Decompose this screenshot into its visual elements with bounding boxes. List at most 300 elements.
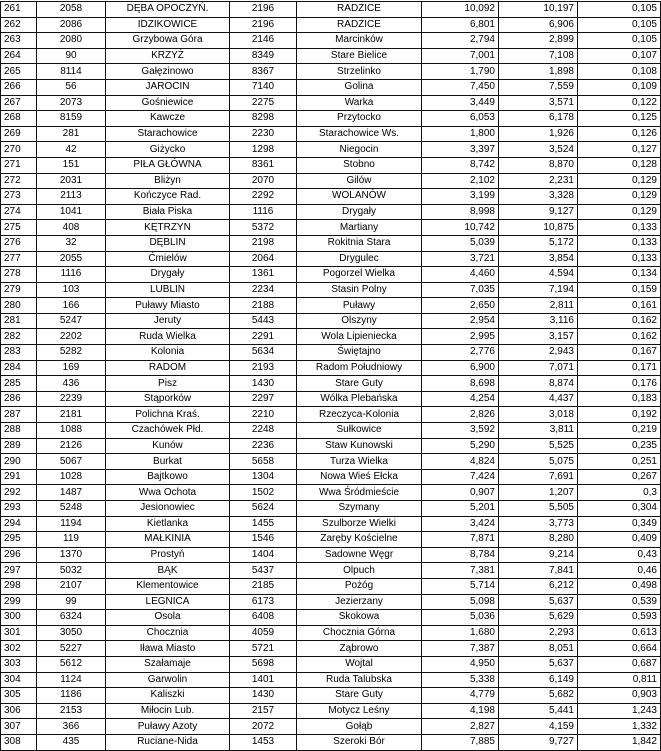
to-code-cell: 2236 (230, 438, 297, 454)
to-station-cell: Wwa Śródmieście (297, 485, 422, 501)
from-station-cell: Giżycko (106, 142, 230, 158)
from-km-cell: 1,680 (422, 625, 499, 641)
to-km-cell: 10,875 (499, 220, 578, 236)
from-code-cell: 2202 (37, 329, 106, 345)
row-number-cell: 302 (1, 641, 37, 657)
table-row (1, 516, 661, 532)
table-row (1, 594, 661, 610)
from-km-cell: 5,036 (422, 610, 499, 626)
length-cell: 0,349 (578, 516, 661, 532)
to-code-cell: 8298 (230, 111, 297, 127)
length-cell: 0,105 (578, 33, 661, 49)
to-km-cell: 9,127 (499, 204, 578, 220)
row-number-cell: 301 (1, 625, 37, 641)
row-number-cell: 263 (1, 33, 37, 49)
length-cell: 0,43 (578, 547, 661, 563)
from-code-cell: 2153 (37, 703, 106, 719)
to-code-cell: 5624 (230, 501, 297, 517)
table-row (1, 157, 661, 173)
to-station-cell: Puławy (297, 298, 422, 314)
from-station-cell: Wwa Ochota (106, 485, 230, 501)
table-row (1, 220, 661, 236)
from-km-cell: 7,871 (422, 532, 499, 548)
from-km-cell: 3,449 (422, 95, 499, 111)
row-number-cell: 264 (1, 48, 37, 64)
row-number-cell: 273 (1, 189, 37, 205)
to-km-cell: 3,854 (499, 251, 578, 267)
from-km-cell: 2,794 (422, 33, 499, 49)
table-row (1, 610, 661, 626)
from-km-cell: 8,742 (422, 157, 499, 173)
length-cell: 0,811 (578, 672, 661, 688)
from-station-cell: Drygały (106, 267, 230, 283)
to-km-cell: 3,157 (499, 329, 578, 345)
from-station-cell: Kietlanka (106, 516, 230, 532)
to-station-cell: Wojtal (297, 656, 422, 672)
from-code-cell: 366 (37, 719, 106, 735)
row-number-cell: 280 (1, 298, 37, 314)
length-cell: 0,687 (578, 656, 661, 672)
to-station-cell: RADZICE (297, 17, 422, 33)
length-cell: 1,842 (578, 734, 661, 750)
to-code-cell: 6173 (230, 594, 297, 610)
to-station-cell: Olpuch (297, 563, 422, 579)
to-station-cell: Rokitnia Stara (297, 235, 422, 251)
to-station-cell: Pogorzel Wielka (297, 267, 422, 283)
to-code-cell: 1430 (230, 376, 297, 392)
table-row (1, 656, 661, 672)
to-code-cell: 8361 (230, 157, 297, 173)
to-km-cell: 5,075 (499, 454, 578, 470)
to-km-cell: 6,178 (499, 111, 578, 127)
to-km-cell: 5,441 (499, 703, 578, 719)
table-row (1, 438, 661, 454)
row-number-cell: 270 (1, 142, 37, 158)
row-number-cell: 297 (1, 563, 37, 579)
to-km-cell: 5,637 (499, 656, 578, 672)
row-number-cell: 284 (1, 360, 37, 376)
length-cell: 0,171 (578, 360, 661, 376)
to-km-cell: 5,637 (499, 594, 578, 610)
from-station-cell: Kawcze (106, 111, 230, 127)
from-station-cell: IDZIKOWICE (106, 17, 230, 33)
from-code-cell: 2031 (37, 173, 106, 189)
table-row (1, 485, 661, 501)
to-code-cell: 2210 (230, 407, 297, 423)
to-station-cell: Stare Bielice (297, 48, 422, 64)
to-km-cell: 8,870 (499, 157, 578, 173)
from-km-cell: 2,102 (422, 173, 499, 189)
from-code-cell: 2113 (37, 189, 106, 205)
to-code-cell: 2291 (230, 329, 297, 345)
row-number-cell: 261 (1, 2, 37, 18)
row-number-cell: 303 (1, 656, 37, 672)
length-cell: 0,903 (578, 688, 661, 704)
to-km-cell: 3,773 (499, 516, 578, 532)
to-code-cell: 1298 (230, 142, 297, 158)
from-km-cell: 5,039 (422, 235, 499, 251)
row-number-cell: 272 (1, 173, 37, 189)
row-number-cell: 262 (1, 17, 37, 33)
length-cell: 0,304 (578, 501, 661, 517)
from-station-cell: Bliżyn (106, 173, 230, 189)
row-number-cell: 298 (1, 578, 37, 594)
from-station-cell: Kończyce Rad. (106, 189, 230, 205)
to-station-cell: Nowa Wieś Ełcka (297, 469, 422, 485)
from-km-cell: 8,998 (422, 204, 499, 220)
table-row (1, 454, 661, 470)
from-station-cell: Prostyń (106, 547, 230, 563)
from-km-cell: 3,721 (422, 251, 499, 267)
from-code-cell: 151 (37, 157, 106, 173)
row-number-cell: 289 (1, 438, 37, 454)
table-row (1, 469, 661, 485)
to-station-cell: Strzelinko (297, 64, 422, 80)
to-km-cell: 3,328 (499, 189, 578, 205)
to-km-cell: 8,874 (499, 376, 578, 392)
table-row (1, 329, 661, 345)
table-row (1, 79, 661, 95)
to-code-cell: 1361 (230, 267, 297, 283)
from-code-cell: 2181 (37, 407, 106, 423)
from-km-cell: 4,824 (422, 454, 499, 470)
length-cell: 0,251 (578, 454, 661, 470)
from-code-cell: 5227 (37, 641, 106, 657)
to-code-cell: 2072 (230, 719, 297, 735)
to-code-cell: 2230 (230, 126, 297, 142)
length-cell: 0,129 (578, 204, 661, 220)
row-number-cell: 283 (1, 345, 37, 361)
to-code-cell: 2292 (230, 189, 297, 205)
from-code-cell: 8159 (37, 111, 106, 127)
to-code-cell: 1455 (230, 516, 297, 532)
to-code-cell: 2234 (230, 282, 297, 298)
to-code-cell: 5634 (230, 345, 297, 361)
from-station-cell: Gośniewice (106, 95, 230, 111)
from-km-cell: 7,387 (422, 641, 499, 657)
from-km-cell: 2,995 (422, 329, 499, 345)
to-station-cell: Stobno (297, 157, 422, 173)
from-km-cell: 10,742 (422, 220, 499, 236)
from-code-cell: 1370 (37, 547, 106, 563)
length-cell: 0,176 (578, 376, 661, 392)
to-code-cell: 8349 (230, 48, 297, 64)
from-code-cell: 1124 (37, 672, 106, 688)
length-cell: 0,498 (578, 578, 661, 594)
from-station-cell: Jesionowiec (106, 501, 230, 517)
length-cell: 0,235 (578, 438, 661, 454)
table-row (1, 189, 661, 205)
from-code-cell: 56 (37, 79, 106, 95)
from-km-cell: 6,053 (422, 111, 499, 127)
from-station-cell: Kolonia (106, 345, 230, 361)
to-code-cell: 2188 (230, 298, 297, 314)
table-row (1, 173, 661, 189)
from-station-cell: RADOM (106, 360, 230, 376)
length-cell: 0,664 (578, 641, 661, 657)
to-station-cell: Stare Guty (297, 688, 422, 704)
to-code-cell: 5698 (230, 656, 297, 672)
from-km-cell: 3,592 (422, 423, 499, 439)
to-km-cell: 3,811 (499, 423, 578, 439)
row-number-cell: 290 (1, 454, 37, 470)
from-code-cell: 1116 (37, 267, 106, 283)
from-code-cell: 6324 (37, 610, 106, 626)
from-code-cell: 2126 (37, 438, 106, 454)
row-number-cell: 293 (1, 501, 37, 517)
from-km-cell: 2,650 (422, 298, 499, 314)
to-station-cell: Stare Guty (297, 376, 422, 392)
to-station-cell: Rzeczyca-Kolonia (297, 407, 422, 423)
to-code-cell: 2196 (230, 2, 297, 18)
from-km-cell: 2,826 (422, 407, 499, 423)
from-station-cell: LUBLIN (106, 282, 230, 298)
to-station-cell: Sułkowice (297, 423, 422, 439)
row-number-cell: 265 (1, 64, 37, 80)
from-station-cell: Szałamaje (106, 656, 230, 672)
row-number-cell: 282 (1, 329, 37, 345)
from-km-cell: 7,035 (422, 282, 499, 298)
length-cell: 0,167 (578, 345, 661, 361)
from-station-cell: Miłocin Lub. (106, 703, 230, 719)
table-row (1, 547, 661, 563)
to-km-cell: 2,293 (499, 625, 578, 641)
row-number-cell: 271 (1, 157, 37, 173)
to-station-cell: Wola Lipieniecka (297, 329, 422, 345)
table-row (1, 532, 661, 548)
row-number-cell: 292 (1, 485, 37, 501)
to-code-cell: 2146 (230, 33, 297, 49)
to-station-cell: Świętajno (297, 345, 422, 361)
length-cell: 0,409 (578, 532, 661, 548)
table-row (1, 578, 661, 594)
from-code-cell: 5248 (37, 501, 106, 517)
row-number-cell: 304 (1, 672, 37, 688)
from-station-cell: KĘTRZYN (106, 220, 230, 236)
from-station-cell: Polichna Kraś. (106, 407, 230, 423)
from-code-cell: 436 (37, 376, 106, 392)
from-code-cell: 5032 (37, 563, 106, 579)
length-cell: 0,105 (578, 2, 661, 18)
table-row (1, 641, 661, 657)
from-station-cell: Iława Miasto (106, 641, 230, 657)
to-code-cell: 2275 (230, 95, 297, 111)
from-code-cell: 2080 (37, 33, 106, 49)
from-code-cell: 169 (37, 360, 106, 376)
from-code-cell: 1088 (37, 423, 106, 439)
from-km-cell: 4,198 (422, 703, 499, 719)
from-code-cell: 1041 (37, 204, 106, 220)
row-number-cell: 278 (1, 267, 37, 283)
from-km-cell: 3,424 (422, 516, 499, 532)
from-code-cell: 435 (37, 734, 106, 750)
to-code-cell: 6408 (230, 610, 297, 626)
from-station-cell: DĘBLIN (106, 235, 230, 251)
row-number-cell: 274 (1, 204, 37, 220)
from-km-cell: 2,827 (422, 719, 499, 735)
table-row (1, 360, 661, 376)
table-row (1, 33, 661, 49)
to-code-cell: 1430 (230, 688, 297, 704)
to-km-cell: 3,524 (499, 142, 578, 158)
to-km-cell: 4,159 (499, 719, 578, 735)
from-km-cell: 3,397 (422, 142, 499, 158)
to-code-cell: 2157 (230, 703, 297, 719)
from-station-cell: Ruciane-Nida (106, 734, 230, 750)
to-station-cell: Olszyny (297, 313, 422, 329)
to-code-cell: 2248 (230, 423, 297, 439)
from-km-cell: 7,424 (422, 469, 499, 485)
from-station-cell: Kunów (106, 438, 230, 454)
from-km-cell: 4,779 (422, 688, 499, 704)
from-code-cell: 2058 (37, 2, 106, 18)
from-code-cell: 1186 (37, 688, 106, 704)
to-code-cell: 2070 (230, 173, 297, 189)
from-km-cell: 4,254 (422, 391, 499, 407)
to-km-cell: 5,505 (499, 501, 578, 517)
table-row (1, 142, 661, 158)
row-number-cell: 291 (1, 469, 37, 485)
table-row (1, 48, 661, 64)
table-row (1, 17, 661, 33)
from-code-cell: 103 (37, 282, 106, 298)
row-number-cell: 285 (1, 376, 37, 392)
length-cell: 0,46 (578, 563, 661, 579)
row-number-cell: 307 (1, 719, 37, 735)
row-number-cell: 275 (1, 220, 37, 236)
from-km-cell: 1,800 (422, 126, 499, 142)
to-km-cell: 2,943 (499, 345, 578, 361)
from-code-cell: 166 (37, 298, 106, 314)
from-code-cell: 90 (37, 48, 106, 64)
table-row (1, 204, 661, 220)
from-code-cell: 1194 (37, 516, 106, 532)
table-row (1, 423, 661, 439)
row-number-cell: 299 (1, 594, 37, 610)
table-row (1, 282, 661, 298)
from-km-cell: 7,885 (422, 734, 499, 750)
table-row (1, 407, 661, 423)
table-row (1, 391, 661, 407)
from-code-cell: 32 (37, 235, 106, 251)
row-number-cell: 308 (1, 734, 37, 750)
to-station-cell: Ruda Talubska (297, 672, 422, 688)
to-code-cell: 5372 (230, 220, 297, 236)
table-row (1, 501, 661, 517)
table-row (1, 703, 661, 719)
to-code-cell: 5658 (230, 454, 297, 470)
to-station-cell: Marcinków (297, 33, 422, 49)
to-station-cell: Starachowice Ws. (297, 126, 422, 142)
length-cell: 0,183 (578, 391, 661, 407)
to-km-cell: 3,018 (499, 407, 578, 423)
to-station-cell: Jezierzany (297, 594, 422, 610)
length-cell: 0,134 (578, 267, 661, 283)
table-row (1, 235, 661, 251)
length-cell: 0,267 (578, 469, 661, 485)
to-station-cell: Przytocko (297, 111, 422, 127)
from-code-cell: 2107 (37, 578, 106, 594)
to-code-cell: 5443 (230, 313, 297, 329)
length-cell: 0,129 (578, 189, 661, 205)
to-km-cell: 7,691 (499, 469, 578, 485)
from-code-cell: 2073 (37, 95, 106, 111)
row-number-cell: 305 (1, 688, 37, 704)
row-number-cell: 269 (1, 126, 37, 142)
from-code-cell: 408 (37, 220, 106, 236)
row-number-cell: 279 (1, 282, 37, 298)
from-station-cell: Biała Piska (106, 204, 230, 220)
to-code-cell: 1401 (230, 672, 297, 688)
from-station-cell: Ruda Wielka (106, 329, 230, 345)
to-station-cell: Pożóg (297, 578, 422, 594)
from-station-cell: Bajtkowo (106, 469, 230, 485)
from-code-cell: 5612 (37, 656, 106, 672)
to-km-cell: 8,280 (499, 532, 578, 548)
length-cell: 0,107 (578, 48, 661, 64)
to-station-cell: Stasin Polny (297, 282, 422, 298)
from-km-cell: 1,790 (422, 64, 499, 80)
length-cell: 0,192 (578, 407, 661, 423)
length-cell: 0,133 (578, 220, 661, 236)
to-km-cell: 2,811 (499, 298, 578, 314)
to-code-cell: 1453 (230, 734, 297, 750)
length-cell: 0,133 (578, 235, 661, 251)
to-km-cell: 7,559 (499, 79, 578, 95)
to-km-cell: 5,172 (499, 235, 578, 251)
from-station-cell: JAROCIN (106, 79, 230, 95)
from-code-cell: 281 (37, 126, 106, 142)
to-km-cell: 9,727 (499, 734, 578, 750)
from-station-cell: Puławy Miasto (106, 298, 230, 314)
from-km-cell: 6,801 (422, 17, 499, 33)
row-number-cell: 276 (1, 235, 37, 251)
table-row (1, 267, 661, 283)
from-km-cell: 0,907 (422, 485, 499, 501)
to-code-cell: 5721 (230, 641, 297, 657)
from-km-cell: 6,900 (422, 360, 499, 376)
to-km-cell: 10,197 (499, 2, 578, 18)
from-station-cell: Chocznia (106, 625, 230, 641)
to-station-cell: Wólka Plebańska (297, 391, 422, 407)
from-code-cell: 1487 (37, 485, 106, 501)
table-row (1, 313, 661, 329)
from-station-cell: Ćmielów (106, 251, 230, 267)
to-station-cell: Chocznia Górna (297, 625, 422, 641)
from-station-cell: MAŁKINIA (106, 532, 230, 548)
length-cell: 0,539 (578, 594, 661, 610)
from-station-cell: Czachówek Płd. (106, 423, 230, 439)
to-station-cell: Szymany (297, 501, 422, 517)
to-km-cell: 3,116 (499, 313, 578, 329)
length-cell: 1,243 (578, 703, 661, 719)
to-km-cell: 9,214 (499, 547, 578, 563)
from-km-cell: 7,450 (422, 79, 499, 95)
length-cell: 0,128 (578, 157, 661, 173)
from-km-cell: 5,201 (422, 501, 499, 517)
length-cell: 0,161 (578, 298, 661, 314)
from-km-cell: 8,698 (422, 376, 499, 392)
to-km-cell: 1,926 (499, 126, 578, 142)
to-station-cell: Niegocin (297, 142, 422, 158)
to-station-cell: Radom Południowy (297, 360, 422, 376)
from-station-cell: Stąporków (106, 391, 230, 407)
length-cell: 0,125 (578, 111, 661, 127)
row-number-cell: 286 (1, 391, 37, 407)
to-km-cell: 7,108 (499, 48, 578, 64)
to-station-cell: Gilów (297, 173, 422, 189)
from-code-cell: 99 (37, 594, 106, 610)
